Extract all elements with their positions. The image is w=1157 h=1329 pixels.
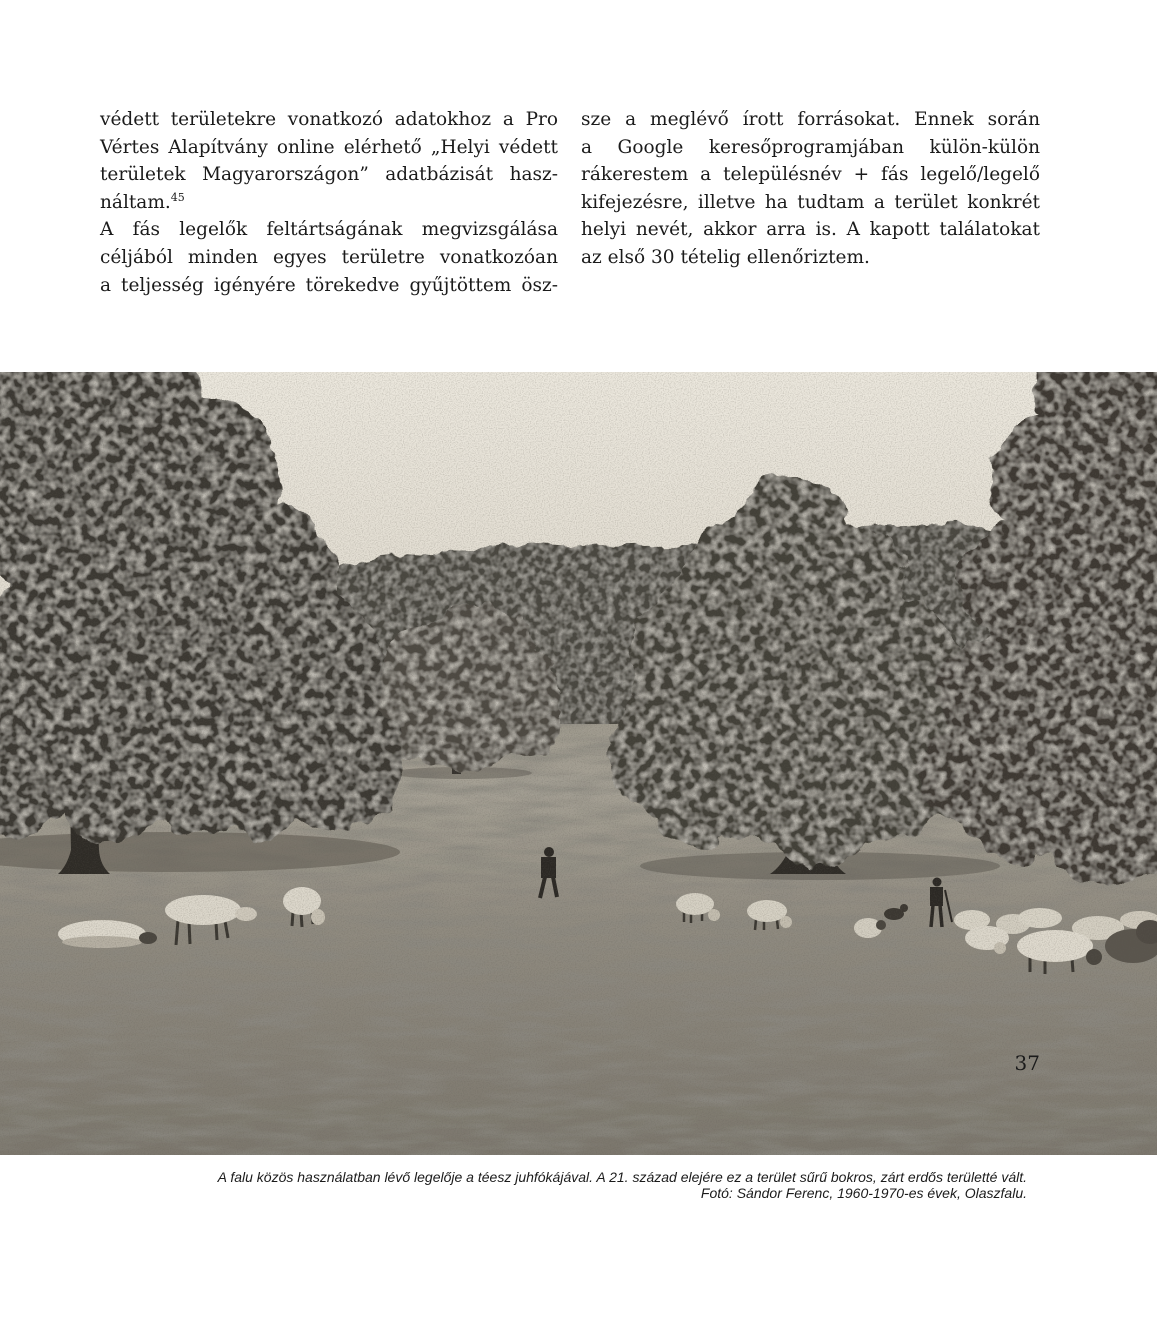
text-column-right bbox=[581, 106, 1040, 272]
text-line: rákerestem a településnév + fás legelő/legelő bbox=[581, 164, 1040, 186]
text-line bbox=[100, 189, 558, 217]
photo-caption bbox=[218, 1169, 1027, 1201]
text-line: céljából minden egyes területre vonatkozóan bbox=[100, 246, 558, 268]
caption-credit: Fotó: Sándor Ferenc, 1960-1970-es évek, Olaszfalu. bbox=[700, 1185, 1027, 1201]
footnote-reference[interactable]: 45 bbox=[170, 190, 185, 204]
text-line: az első 30 tételig ellenőriztem. bbox=[581, 246, 870, 268]
text-line: védett területekre vonatkozó adatokhoz a Pro bbox=[100, 109, 558, 130]
text-line: sze a meglévő írott forrásokat. Ennek során bbox=[581, 109, 1040, 130]
text-column-left bbox=[100, 106, 558, 299]
text-line: helyi nevét, akkor arra is. A kapott találatokat bbox=[581, 219, 1040, 241]
pasture-photo bbox=[0, 372, 1157, 1155]
photo-grain bbox=[0, 372, 1157, 1155]
text-line: területek Magyarországon” adatbázisát hasz- bbox=[100, 164, 558, 186]
caption-text: A falu közös használatban lévő legelője a téesz juhfókájával. A 21. század elejére ez a terület sűrű bokros, zárt erdős területté vált. bbox=[217, 1169, 1027, 1185]
text-line-content: náltam. bbox=[100, 191, 171, 213]
text-line: a teljesség igényére törekedve gyűjtöttem ösz- bbox=[100, 274, 558, 296]
text-line: A fás legelők feltártságának megvizsgálása bbox=[100, 219, 558, 241]
text-line: kifejezésre, illetve ha tudtam a terület konkrét bbox=[581, 191, 1040, 213]
text-line: a Google keresőprogramjában külön-külön bbox=[581, 136, 1040, 158]
text-line: Vértes Alapítvány online elérhető „Helyi védett bbox=[100, 136, 558, 158]
page-number: 37 bbox=[1014, 1051, 1040, 1075]
